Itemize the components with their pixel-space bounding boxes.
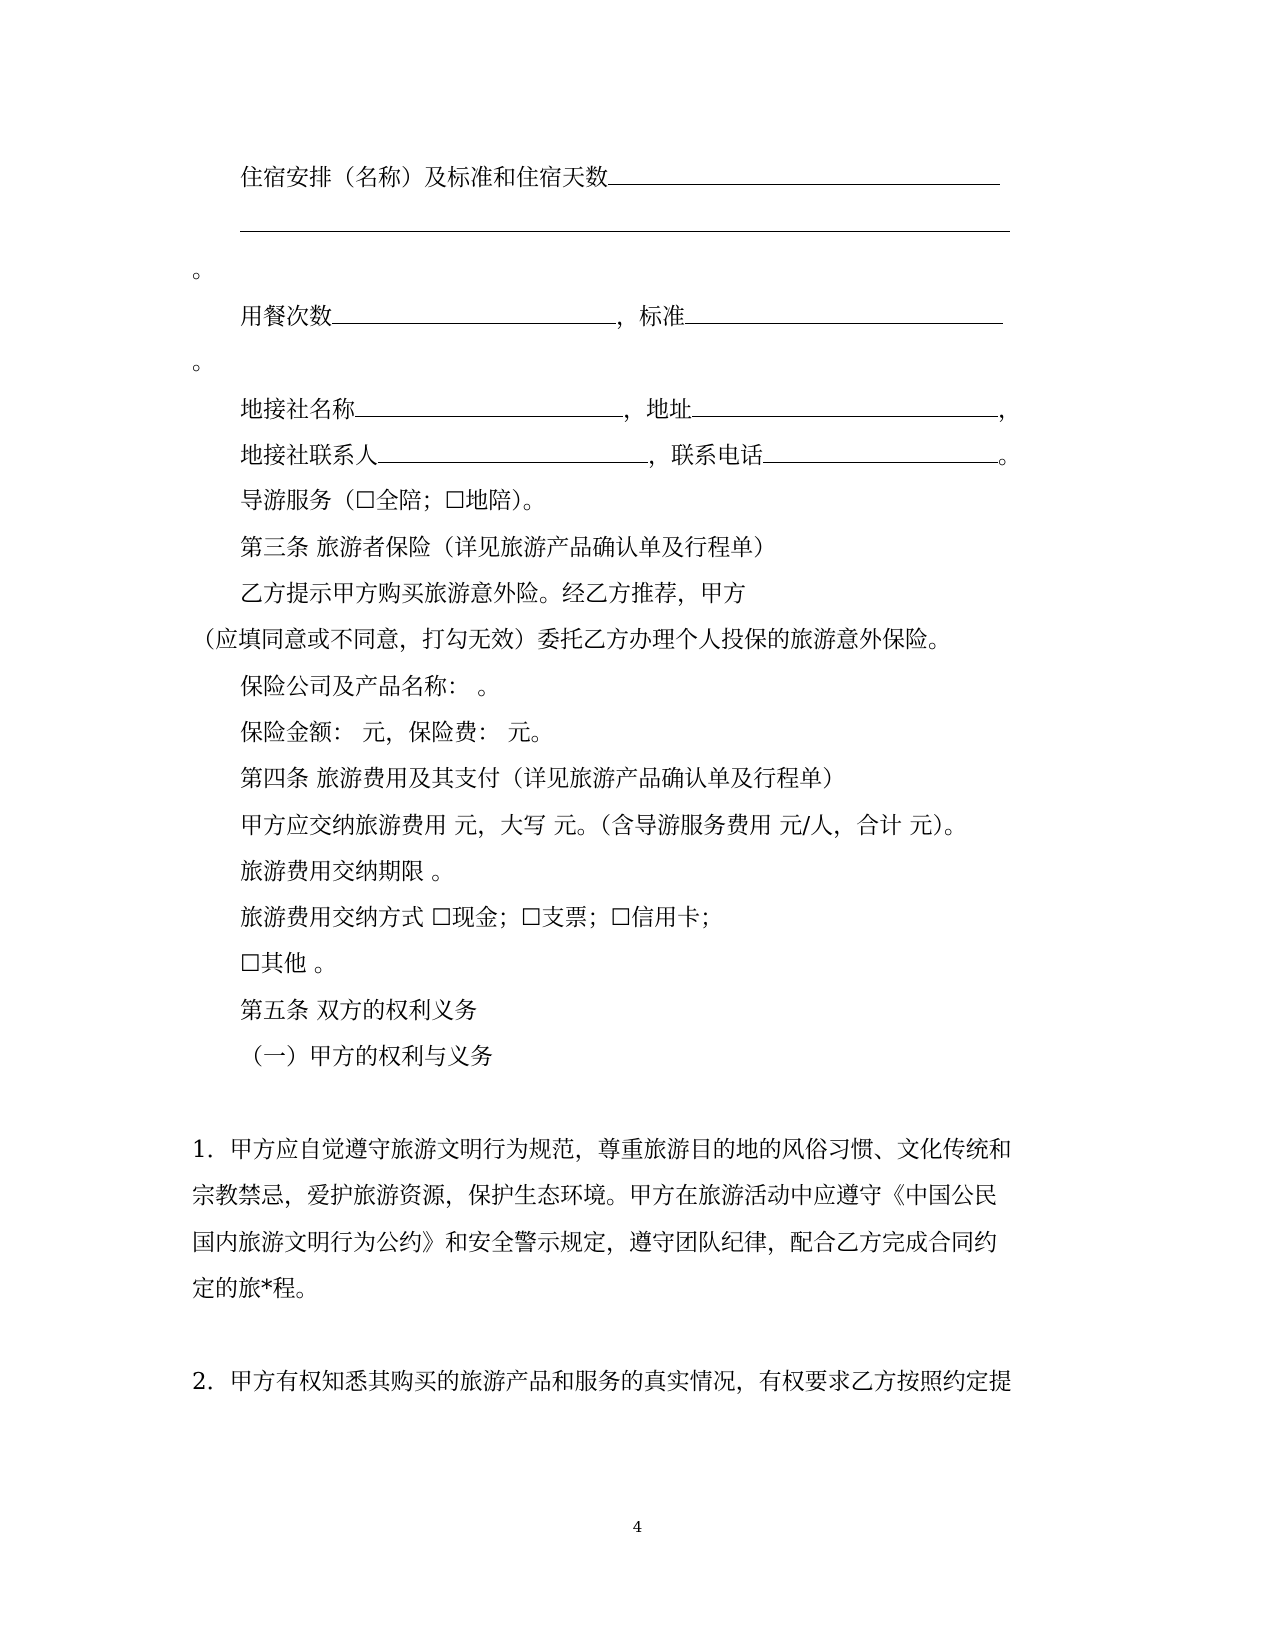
blank-line bbox=[240, 209, 1010, 232]
paragraph-1-line-3: 国内旅游文明行为公约》和安全警示规定，遵守团队纪律，配合乙方完成合同约 bbox=[192, 1230, 997, 1256]
fee-amount-line: 甲方应交纳旅游费用 元，大写 元。（含导游服务费用 元/人，合计 元）。 bbox=[240, 813, 967, 839]
accommodation-continuation bbox=[240, 209, 1010, 240]
article-3-title: 第三条 旅游者保险（详见旅游产品确认单及行程单） bbox=[240, 535, 777, 561]
meals-standard-label: ，标准 bbox=[616, 304, 685, 330]
agency-address-label: ，地址 bbox=[623, 397, 692, 423]
insured-amount-line: 保险金额： 元，保险费： 元。 bbox=[240, 720, 554, 746]
agency-name-line bbox=[240, 394, 1021, 425]
blank-line bbox=[355, 394, 623, 417]
paragraph-1-line-2: 宗教禁忌，爱护旅游资源，保护生态环境。甲方在旅游活动中应遵守《中国公民 bbox=[192, 1183, 997, 1209]
paragraph-2-line-1: 2．甲方有权知悉其购买的旅游产品和服务的真实情况，有权要求乙方按照约定提 bbox=[192, 1369, 1012, 1395]
agency-name-label: 地接社名称 bbox=[240, 397, 355, 423]
comma: ， bbox=[998, 397, 1021, 423]
paragraph-1-line-4: 定的旅*程。 bbox=[192, 1276, 319, 1302]
fee-deadline-line: 旅游费用交纳期限 。 bbox=[240, 859, 455, 885]
insurance-consent-line: （应填同意或不同意，打勾无效）委托乙方办理个人投保的旅游意外保险。 bbox=[192, 627, 951, 653]
insurance-prompt-line: 乙方提示甲方购买旅游意外险。经乙方推荐，甲方 bbox=[240, 581, 746, 607]
insurer-name-line: 保险公司及产品名称： 。 bbox=[240, 674, 501, 700]
blank-line bbox=[692, 394, 998, 417]
period: 。 bbox=[998, 443, 1021, 469]
blank-line bbox=[608, 162, 1000, 185]
accommodation-line bbox=[240, 162, 1000, 193]
accommodation-label: 住宿安排（名称）及标准和住宿天数 bbox=[240, 165, 608, 191]
article-5-title: 第五条 双方的权利义务 bbox=[240, 998, 478, 1024]
agency-contact-label: 地接社联系人 bbox=[240, 443, 378, 469]
blank-line bbox=[763, 440, 998, 463]
agency-contact-line bbox=[240, 440, 1021, 471]
paragraph-1-line-1: 1．甲方应自觉遵守旅游文明行为规范，尊重旅游目的地的风俗习惯、文化传统和 bbox=[192, 1137, 1012, 1163]
meals-label: 用餐次数 bbox=[240, 304, 332, 330]
period-line: 。 bbox=[192, 349, 215, 375]
article-5-subsection-1: （一）甲方的权利与义务 bbox=[240, 1044, 493, 1070]
fee-method-line: 旅游费用交纳方式 ☐现金；☐支票；☐信用卡； bbox=[240, 905, 724, 931]
page-number: 4 bbox=[632, 1518, 643, 1536]
article-4-title: 第四条 旅游费用及其支付（详见旅游产品确认单及行程单） bbox=[240, 766, 846, 792]
guide-service-line: 导游服务（☐全陪；☐地陪）。 bbox=[240, 488, 546, 514]
blank-line bbox=[332, 301, 616, 324]
fee-other-line: ☐其他 。 bbox=[240, 951, 337, 977]
agency-phone-label: ，联系电话 bbox=[648, 443, 763, 469]
meals-line bbox=[240, 301, 1003, 332]
blank-line bbox=[378, 440, 648, 463]
blank-line bbox=[685, 301, 1003, 324]
period-line: 。 bbox=[192, 257, 215, 283]
